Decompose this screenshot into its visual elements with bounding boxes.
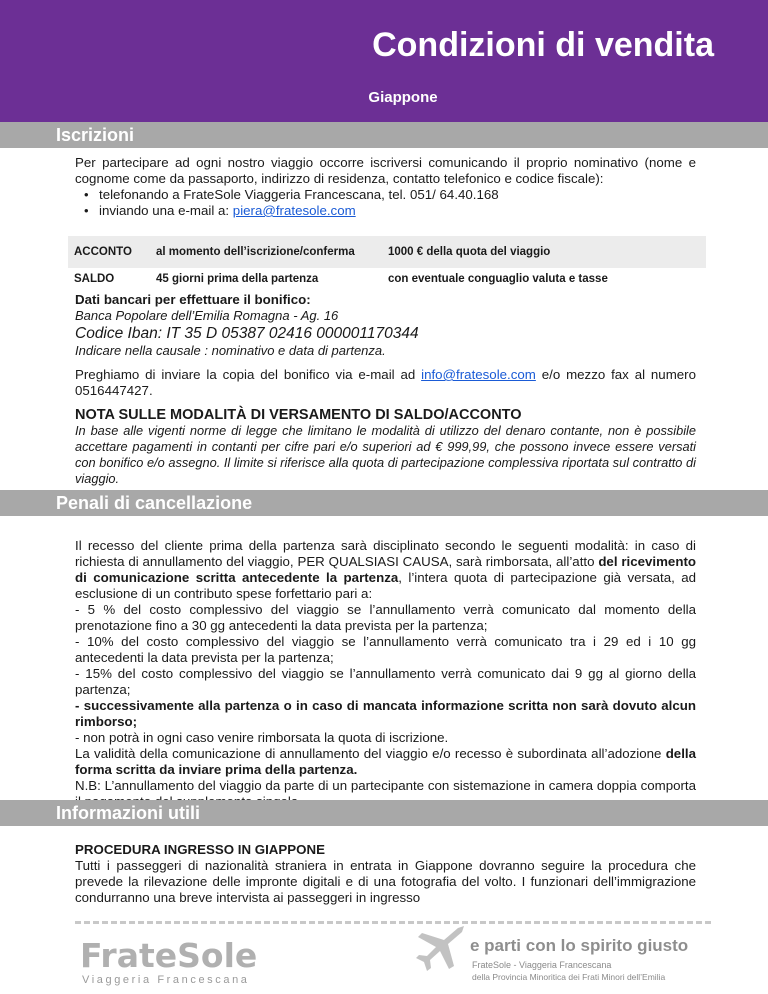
nota-text: In base alle vigenti norme di legge che limitano le modalità di utilizzo del denaro contante, non è possibile accettare pagamenti in contanti per cifre pari e/o superiori ad € 999,99, che possono invece essere versati con bonifico e/o assegno. Il limite si riferisce alla quota di partecipazione complessiva riportata sul contratto di viaggio. xyxy=(75,423,696,486)
info-block xyxy=(75,842,696,906)
penali-intro-a: Il recesso del cliente prima della partenza sarà disciplinato secondo le seguenti modalità: in caso di richiesta di annullamento del viaggio, PER QUALSIASI CAUSA, sarà rimborsata, all’atto xyxy=(75,538,696,569)
penali-line-5: - non potrà in ogni caso venire rimborsata la quota di iscrizione. xyxy=(75,730,449,745)
saldo-label: SALDO xyxy=(74,273,115,285)
bank-block xyxy=(75,292,696,487)
iscrizioni-intro: Per partecipare ad ogni nostro viaggio occorre iscriversi comunicando il proprio nominativo (nome e cognome come da passaporto, indirizzo di residenza, contatto telefonico e codice fiscale): xyxy=(75,155,696,186)
footer-line-2: della Provincia Minoritica dei Frati Minori dell’Emilia xyxy=(472,972,666,982)
nota-title: NOTA SULLE MODALITÀ DI VERSAMENTO DI SALDO/ACCONTO xyxy=(75,407,522,423)
penali-intro xyxy=(75,538,696,602)
bank-title: Dati bancari per effettuare il bonifico: xyxy=(75,292,311,307)
saldo-amount: con eventuale conguaglio valuta e tasse xyxy=(388,273,608,285)
acconto-label: ACCONTO xyxy=(74,246,132,258)
fratesole-logo-sub: Viaggeria Francescana xyxy=(82,974,250,986)
penali-block xyxy=(75,538,696,810)
penali-intro-b: del ricevimento di comunicazione scritta antecedente la partenza xyxy=(75,554,696,585)
penali-intro-c: , l’intera quota di partecipazione già versata, ad esclusione di un contributo spese forfettario pari a: xyxy=(75,570,696,601)
section-bar-iscrizioni xyxy=(0,122,768,148)
table-row-saldo xyxy=(68,268,706,290)
info-title: PROCEDURA INGRESSO IN GIAPPONE xyxy=(75,842,325,857)
airplane-icon xyxy=(408,922,466,976)
table-row-acconto xyxy=(68,236,706,268)
penali-validity xyxy=(75,746,696,778)
penali-line-4: - successivamente alla partenza o in caso di mancata informazione scritta non sarà dovuto alcun rimborso; xyxy=(75,698,696,729)
email-link-piera[interactable]: piera@fratesole.com xyxy=(232,203,356,218)
iscrizioni-list xyxy=(75,187,696,219)
penali-line-2: - 10% del costo complessivo del viaggio se l’annullamento verrà comunicato tra i 29 ed i 10 gg antecedenti la data prevista per la partenza; xyxy=(75,634,696,665)
list-item-email xyxy=(99,203,696,219)
info-text: Tutti i passeggeri di nazionalità straniera in entrata in Giappone dovranno seguire la procedura che prevede la rilevazione delle impronte digitali e di una fotografia del volto. I funzionari dell’immigrazione condurranno una breve intervista ai passeggeri in ingresso xyxy=(75,858,696,905)
page-subtitle: Giappone xyxy=(368,89,438,106)
saldo-when: 45 giorni prima della partenza xyxy=(156,272,319,285)
list-item-phone: • telefonando a FrateSole Viaggeria Francescana, tel. 051/ 64.40.168 xyxy=(99,187,696,203)
footer-divider xyxy=(75,921,711,924)
send-suffix: e/o mezzo fax al numero 0516447427. xyxy=(75,367,696,398)
section-bar-info xyxy=(0,800,768,826)
iscrizioni-block xyxy=(75,155,696,219)
penali-nb: N.B: L’annullamento del viaggio da parte di un partecipante con sistemazione in camera doppia comporta xyxy=(75,778,696,793)
section-title-iscrizioni: Iscrizioni xyxy=(56,125,135,145)
section-bar-penali xyxy=(0,490,768,516)
email-link-info[interactable]: info@fratesole.com xyxy=(421,367,536,382)
send-prefix: Preghiamo di inviare la copia del bonifico via e-mail ad xyxy=(75,367,422,382)
penali-valid-a: La validità della comunicazione di annullamento del viaggio e/o recesso è subordinata all’adozione xyxy=(75,746,666,761)
penali-valid-b: della forma scritta da inviare prima della partenza. xyxy=(75,746,696,777)
section-title-info: Informazioni utili xyxy=(56,803,200,823)
footer-line-1: FrateSole - Viaggeria Francescana xyxy=(472,960,612,970)
penali-line-1: - 5 % del costo complessivo del viaggio se l’annullamento verrà comunicato dal momento della prenotazione fino a 30 gg antecedenti la data prevista per la partenza; xyxy=(75,602,696,633)
acconto-amount: 1000 € della quota del viaggio xyxy=(388,246,551,258)
bank-send-note xyxy=(75,367,696,399)
footer-slogan: e parti con lo spirito giusto xyxy=(470,936,689,955)
bank-iban: Codice Iban: IT 35 D 05387 02416 000001170344 xyxy=(75,325,419,342)
header-banner xyxy=(0,0,768,122)
section-title-penali: Penali di cancellazione xyxy=(56,493,253,513)
page-title: Condizioni di vendita xyxy=(372,26,714,64)
bank-causale: Indicare nella causale : nominativo e data di partenza. xyxy=(75,343,386,358)
fratesole-logo: FrateSole xyxy=(80,936,258,975)
bank-name: Banca Popolare dell’Emilia Romagna - Ag. 16 xyxy=(75,308,339,323)
email-prefix: inviando una e-mail a: xyxy=(99,203,233,218)
acconto-when: al momento dell’iscrizione/conferma xyxy=(156,245,355,258)
payment-table xyxy=(68,236,706,290)
penali-line-3: - 15% del costo complessivo del viaggio se l’annullamento verrà comunicato dai 9 gg al giorno della partenza; xyxy=(75,666,696,697)
